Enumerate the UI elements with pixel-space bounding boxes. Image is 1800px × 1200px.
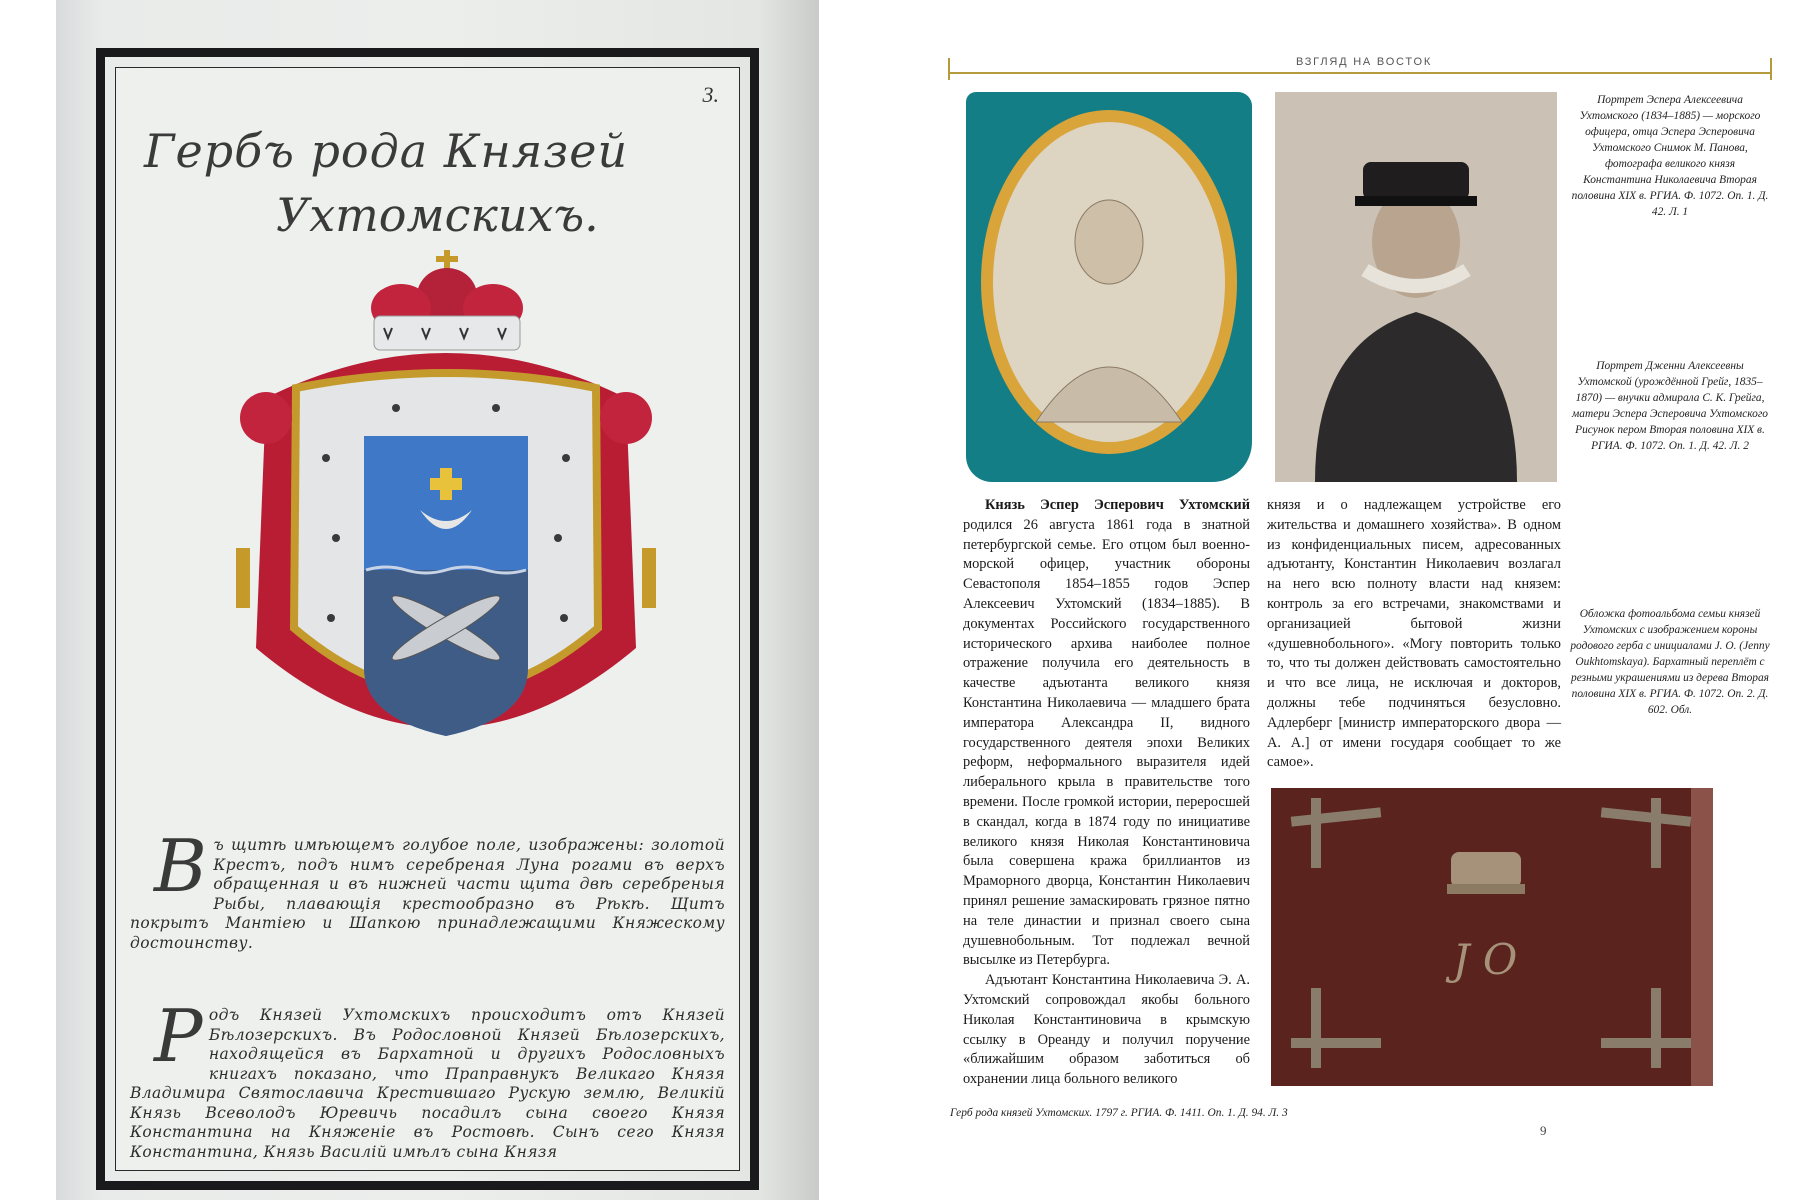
crown-icon — [371, 250, 523, 350]
coat-of-arms-image — [196, 248, 696, 788]
manuscript-paragraph-2 — [130, 994, 725, 1162]
manuscript-paragraph-1 — [130, 824, 725, 953]
manuscript-page-number: 3. — [702, 82, 719, 107]
article-column-2 — [1267, 496, 1561, 773]
manuscript-title-line2: Ухтомскихъ. — [276, 188, 599, 242]
folio-caption: Герб рода князей Ухтомских. 1797 г. РГИА. Ф. 1411. Оп. 1. Д. 94. Л. 3 — [950, 1107, 1288, 1119]
album-cover-photograph — [1271, 788, 1713, 1086]
manuscript-initial-1: В — [154, 824, 208, 908]
manuscript-page — [56, 0, 819, 1200]
caption-album-cover: Обложка фотоальбома семьи князей Ухтомских с изображением короны родового герба с инициалами J. O. (Jenny Oukhtomskaya). Бархатный переплёт с резными украшениями из дерева Вторая половина XIX в. РГИА. Ф. 1072. Оп. 2. Д. 602. Обл. — [1570, 608, 1770, 716]
manuscript-frame — [96, 48, 759, 1190]
article-paragraph-2: Адъютант Константина Николаевича Э. А. Ухтомский сопровождал якобы больного Николая Константиновича в крымскую ссылку в Ореанду и получил поручение «ближайшим образом заботиться об охранении лица больного великого — [963, 972, 1250, 1088]
caption-portrait-esper-senior: Портрет Эспера Алексеевича Ухтомского (1834–1885) — морского офицера, отца Эспера Эсперовича Ухтомского Снимок М. Панова, фотографа великого князя Константина Николаевича Вторая половина XIX в. РГИА. Ф. 1072. Оп. 1. Д. 42. Л. 1 — [1571, 94, 1769, 218]
drawn-portrait-image — [966, 92, 1252, 482]
manuscript-paragraph-1-text: ъ щитѣ имѣющемъ голубое поле, изображены: золотой Крестъ, подъ нимъ серебреная Луна рогами въ верхъ обращенная и въ нижней части щита двѣ серебреныя Рыбы, плавающія крестообразно въ Рѣкѣ. Щитъ покрытъ Мантіею и Шапкою принадлежащими Княжескому достоинству. — [130, 836, 725, 952]
manuscript-sheet — [115, 67, 740, 1171]
caption-portrait-jenny: Портрет Дженни Алексеевны Ухтомской (урождённой Грейг, 1835–1870) — внучки адмирала С. К. Грейга, матери Эспера Эсперовича Ухтомского Рисунок пером Вторая половина XIX в. РГИА. Ф. 1072. Оп. 1. Д. 42. Л. 2 — [1572, 360, 1768, 452]
article-lead: Князь Эспер Эсперович Ухтомский — [985, 497, 1250, 513]
article-paragraph-1 — [963, 496, 1250, 971]
header-rule — [948, 72, 1772, 74]
album-monogram: J O — [1452, 935, 1518, 984]
crown-ornament-icon — [1447, 852, 1525, 894]
running-head: ВЗГЛЯД НА ВОСТОК — [1295, 56, 1433, 68]
manuscript-title-line1: Гербъ рода Князей — [144, 124, 629, 178]
manuscript-paragraph-2-text: одъ Князей Ухтомскихъ происходитъ отъ Князей Бѣлозерскихъ. Въ Родословной Князей Бѣлозерскихъ, находящейся въ Бархатной и другихъ Родословныхъ книгахъ показано, что Праправнукъ Великаго Князя Владимира Святославича Крестившаго Рускую землю, Великій Князь Всеволодъ Юревичь посадилъ сына своего Князя Константина на Княженіе въ Ростовѣ. Сынъ сего Князя Константина, Князь Василій имѣлъ сына Князя — [130, 1006, 725, 1161]
article-column-1 — [963, 496, 1250, 1090]
page-number: 9 — [1540, 1123, 1547, 1138]
officer-photograph — [1275, 92, 1557, 482]
article-page — [928, 0, 1800, 1200]
article-paragraph-3: князя и о надлежащем устройстве его жительства и домашнего хозяйства». В одном из конфиденциальных писем, адресованных адъютанту, Константин Николаевич возлагал на него всю полноту власти над князем: контроль за его встречами, знакомствами и организацией бытовой жизни «душевнобольного». «Могу повторить только то, что ты должен действовать самостоятельно и что все лица, не исключая и докторов, должны тебе подчиняться безусловно. Адлерберг [министр императорского двора — А. А.] от имени государя сообщает то же самое». — [1267, 497, 1561, 771]
manuscript-initial-2: Р — [154, 994, 203, 1078]
article-paragraph-1-text: родился 26 августа 1861 года в знатной петербургской семье. Его отцом был военно-морской офицер, участник обороны Севастополя 1854–1855 годов Эспер Алексеевич Ухтомский (1834–1885). В документах Российского государственного исторического архива наиболее полное отражение получила его деятельность в качестве адъютанта великого князя Константина Николаевича — младшего брата императора Александра II, видного государственного деятеля эпохи Великих реформ, неформального выразителя идей либерального крыла в правительстве того времени. После громкой истории, переросшей в скандал, когда в 1874 году по инициативе великого князя Николая Константиновича была совершена кража бриллиантов из Мраморного дворца, Константин Николаевич принял решение замаскировать грязное пятно на теле династии и признал своего сына душевнобольным. Тот подлежал вечной высылке из Петербурга. — [963, 516, 1250, 969]
